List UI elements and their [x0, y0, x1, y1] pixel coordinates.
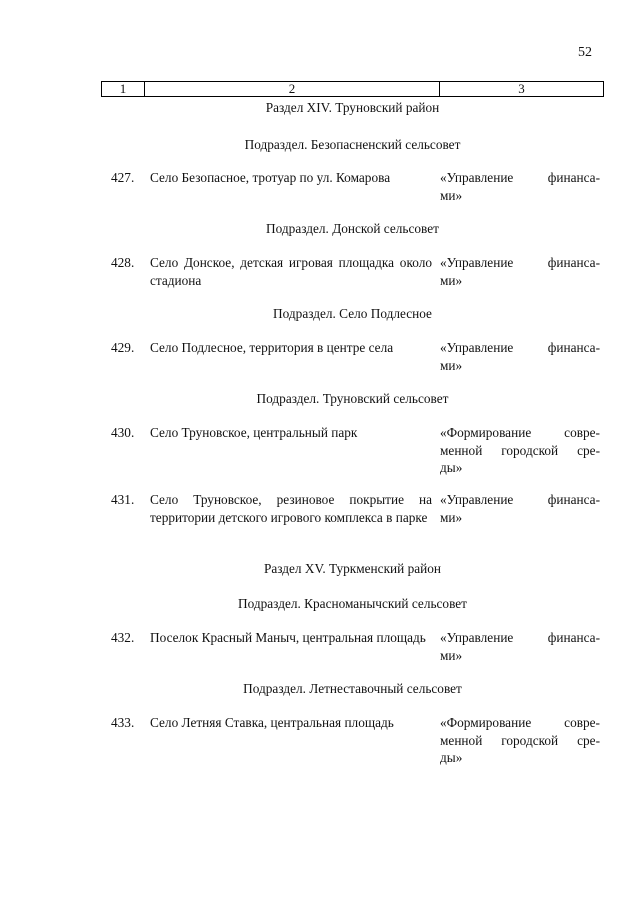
- subsection-heading: Подраздел. Донской сельсовет: [266, 221, 439, 236]
- object-name: Село Донское, детская игровая площадка около стадиона: [150, 255, 432, 288]
- object-name: Село Безопасное, тротуар по ул. Комарова: [150, 170, 391, 185]
- row-number: 433.: [111, 715, 135, 730]
- object-name: Село Труновское, резиновое покрытие на территории детского игрового комплекса в парке: [150, 492, 432, 525]
- subsection-heading: Подраздел. Красноманычский сельсовет: [238, 596, 467, 611]
- subsection-heading: Подраздел. Летнеставочный сельсовет: [243, 681, 462, 696]
- header-col-3: 3: [518, 81, 525, 96]
- row-number: 428.: [111, 255, 135, 270]
- section-heading: Раздел XIV. Труновский район: [265, 100, 440, 115]
- row-number: 427.: [111, 170, 135, 185]
- header-col-2: 2: [145, 82, 440, 96]
- program-name: «Управление финанса- ми»: [440, 340, 600, 373]
- row-number: 429.: [111, 340, 135, 355]
- table-header: [101, 81, 604, 97]
- row-number: 431.: [111, 492, 135, 507]
- object-name: Поселок Красный Маныч, центральная площадь: [150, 630, 426, 645]
- page-number: 52: [578, 45, 592, 60]
- row-number: 430.: [111, 425, 135, 440]
- header-col-1: 1: [102, 82, 145, 96]
- object-name: Село Летняя Ставка, центральная площадь: [150, 715, 394, 730]
- program-name: «Формирование совре- менной городской сре- ды»: [440, 425, 600, 475]
- object-name: Село Подлесное, территория в центре села: [150, 340, 394, 355]
- program-name: «Формирование совре- менной городской сре- ды»: [440, 715, 600, 765]
- object-name: Село Труновское, центральный парк: [150, 425, 358, 440]
- program-name: «Управление финанса- ми»: [440, 255, 600, 288]
- program-name: «Управление финанса- ми»: [440, 492, 600, 525]
- subsection-heading: Подраздел. Село Подлесное: [273, 306, 432, 321]
- subsection-heading: Подраздел. Труновский сельсовет: [256, 391, 449, 406]
- program-name: «Управление финанса- ми»: [440, 630, 600, 663]
- subsection-heading: Подраздел. Безопасненский сельсовет: [244, 137, 461, 152]
- section-heading: Раздел XV. Туркменский район: [263, 561, 442, 576]
- program-name: «Управление финанса- ми»: [440, 170, 600, 203]
- row-number: 432.: [111, 630, 135, 645]
